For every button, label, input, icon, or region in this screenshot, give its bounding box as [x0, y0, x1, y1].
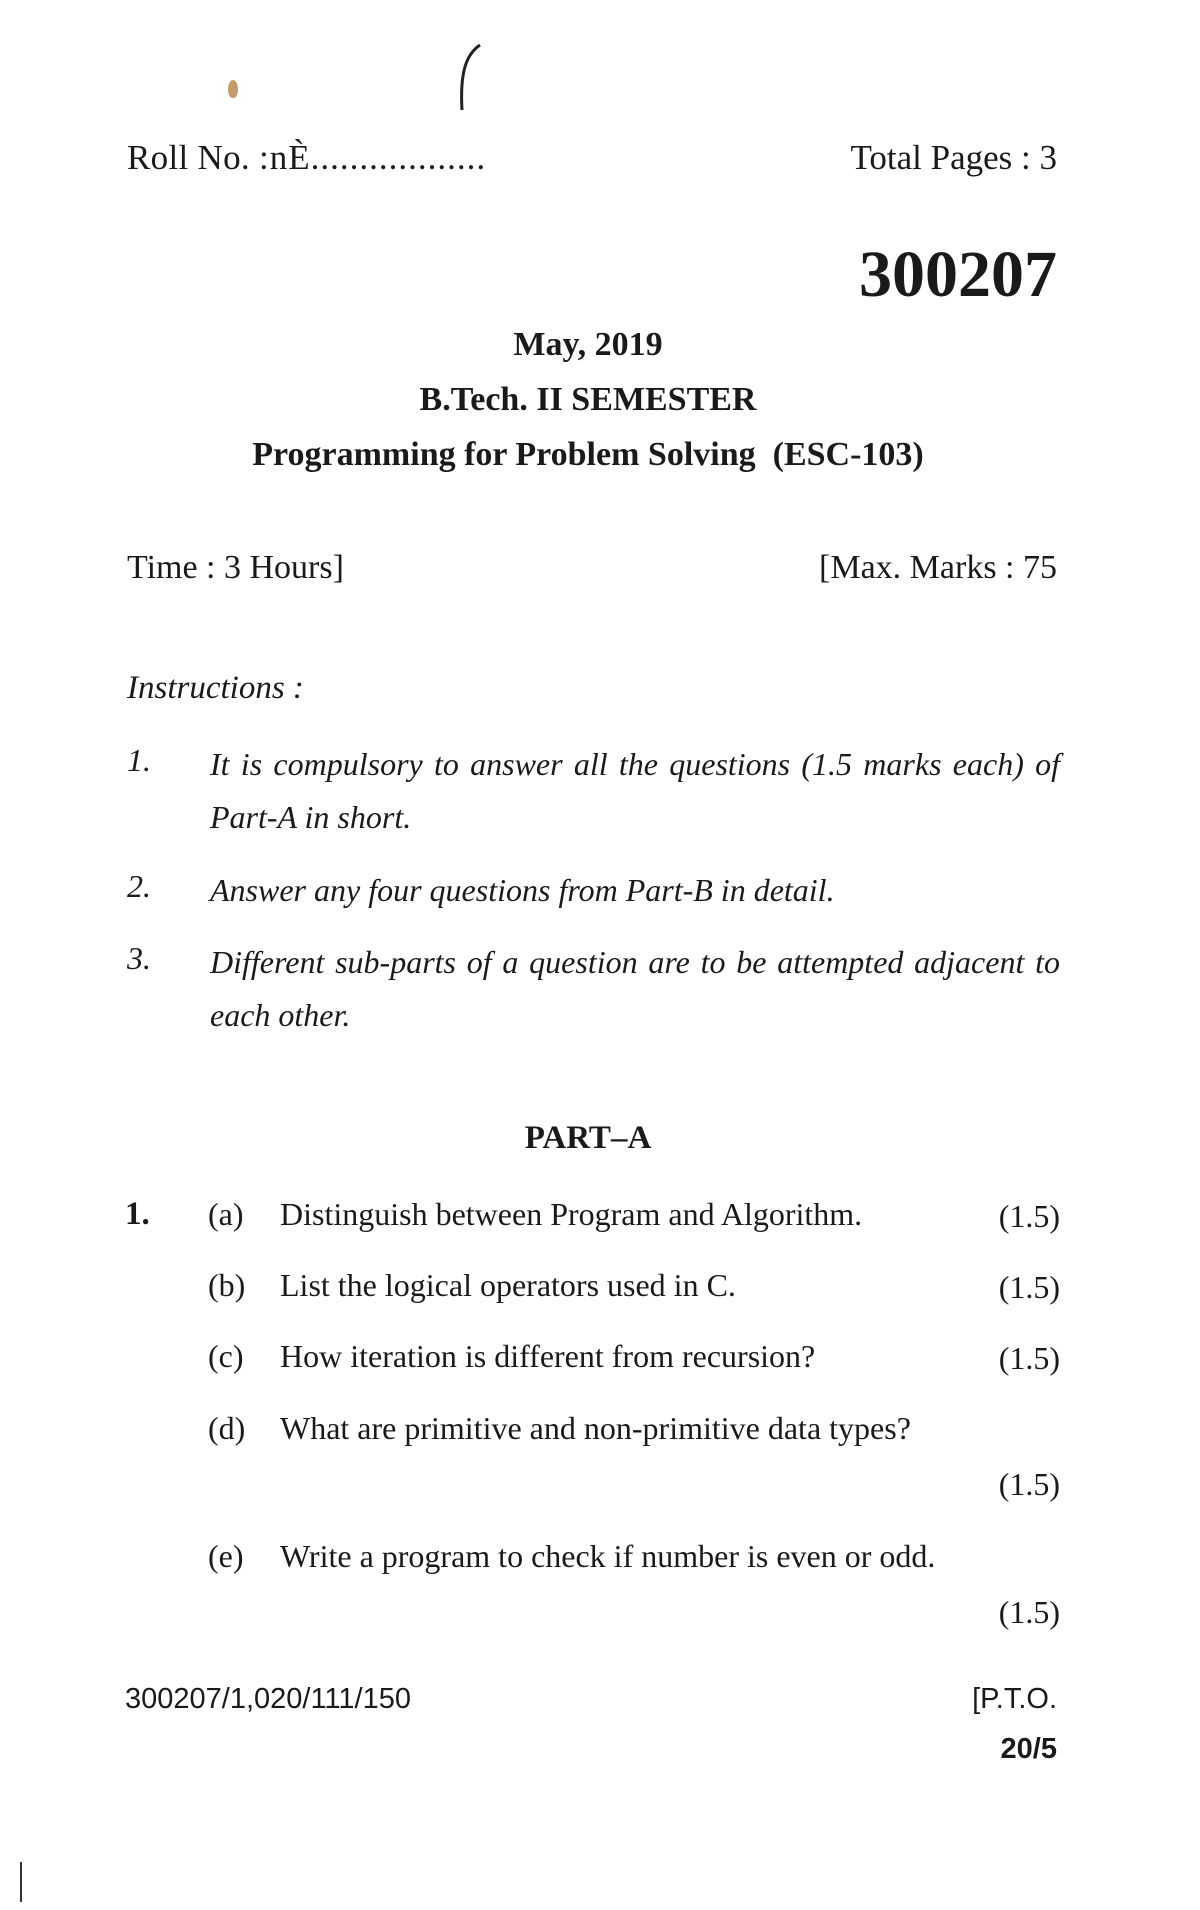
instructions-heading: Instructions :: [127, 670, 304, 706]
instruction-text: Different sub-parts of a question are to be attempted adjacent to each other.: [210, 944, 1060, 1033]
margin-mark: [20, 1862, 22, 1902]
question-number: 1.: [125, 1196, 150, 1232]
subquestion-text: What are primitive and non-primitive data types?: [280, 1410, 911, 1446]
pen-mark: [450, 40, 490, 120]
roll-number-value: :nÈ..................: [259, 138, 487, 177]
ink-smudge: [228, 80, 238, 98]
part-a-title: PART–A: [524, 1120, 652, 1156]
max-marks: [Max. Marks : 75: [819, 549, 1057, 586]
subquestion-marks: (1.5): [998, 1198, 1060, 1234]
instruction-text: It is compulsory to answer all the questions (1.5 marks each) of Part-A in short.: [210, 746, 1060, 835]
pto-marker: [P.T.O.: [972, 1683, 1057, 1715]
instruction-text: Answer any four questions from Part-B in detail.: [210, 872, 835, 908]
semester-title: B.Tech. II SEMESTER: [419, 381, 757, 418]
subquestion-text: Distinguish between Program and Algorithm.: [280, 1196, 863, 1232]
subquestion-marks: (1.5): [998, 1340, 1060, 1376]
page-number: 20/5: [1000, 1733, 1057, 1765]
subquestion-text: Write a program to check if number is even or odd.: [280, 1538, 936, 1574]
subquestion-text: How iteration is different from recursion?: [280, 1338, 816, 1374]
footer-code: 300207/1,020/111/150: [125, 1683, 411, 1715]
time-allowed: Time : 3 Hours]: [127, 549, 344, 586]
total-pages: Total Pages : 3: [850, 138, 1057, 177]
subquestion-text: List the logical operators used in C.: [280, 1267, 736, 1303]
subject-title: Programming for Problem Solving (ESC-103): [252, 436, 924, 473]
subquestion-label: (c): [208, 1338, 244, 1374]
instruction-number: 3.: [127, 940, 151, 976]
subquestion-label: (e): [208, 1538, 244, 1574]
subquestion-marks: (1.5): [998, 1269, 1060, 1305]
subquestion-label: (a): [208, 1196, 244, 1232]
instruction-number: 2.: [127, 868, 151, 904]
paper-code: 300207: [859, 238, 1057, 311]
subquestion-marks: (1.5): [998, 1466, 1060, 1502]
subquestion-marks: (1.5): [998, 1594, 1060, 1630]
subquestion-label: (b): [208, 1267, 246, 1303]
subquestion-label: (d): [208, 1410, 246, 1446]
roll-number-field: [127, 138, 486, 178]
exam-date: May, 2019: [513, 326, 663, 363]
roll-number-label: Roll No.: [127, 138, 250, 177]
instruction-number: 1.: [127, 742, 151, 778]
